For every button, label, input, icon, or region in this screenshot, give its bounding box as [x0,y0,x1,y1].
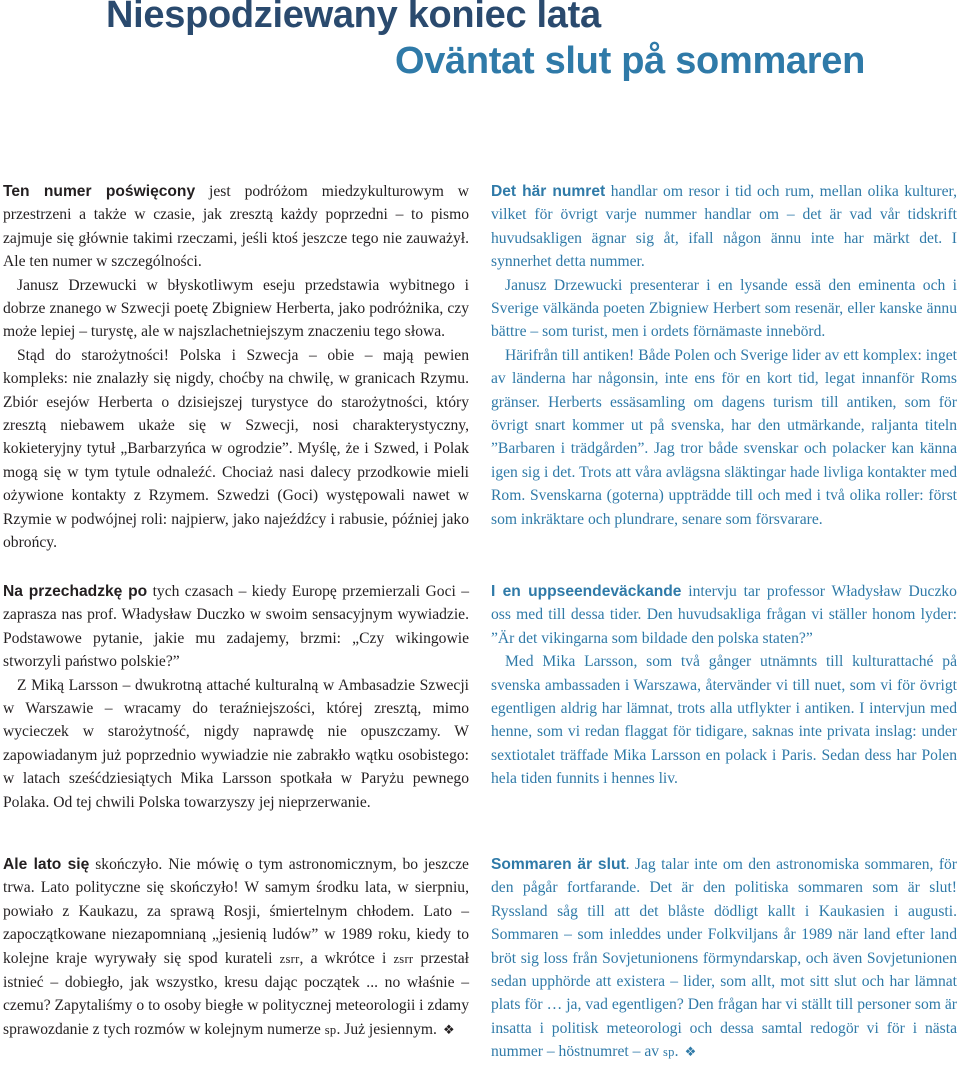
swedish-section-1 [491,180,957,531]
paragraph-text: . Jag talar inte om den astronomiska sommaren, för den pågår fortfarande. Det är den politiska sommaren som är slut! Ryssland såg till att det blåste dödligt kallt i Kaukasien i augusti. Sommaren – som inleddes under Folkviljans år 1989 när land efter land bröt sig loss från Sovjetunionens förmyndarskap, och även Sovjetunionen sedan upphörde att existera – lider, som allt, mot sitt slut och har lämnat plats för … ja, vad egentligen? Den frågan har vi ställt till personer som är insatta i politisk meteorologi och dessa samtal redogör vi för i nästa nummer – höstnumret – av [491,856,957,1061]
polish-section-2 [3,580,469,814]
swedish-section-3 [491,853,957,1065]
title-swedish: Oväntat slut på sommaren [394,40,865,82]
paragraph-text: , a wkrótce i [299,949,394,967]
lead-in: Ten numer poświęcony [3,183,196,200]
paragraph: Stąd do starożytności! Polska i Szwecja – obie – mają pewien kompleks: nie znalazły się nigdy, choćby na chwilę, w granicach Rzymu. Zbiór esejów Herberta o dzisiejszej turystyce do starożytności, który zresztą niebawem ukaże się w Szwecji, nosi charakterystyczny, kokieteryjny tytuł „Barbarzyńca w ogrodzie”. Myślę, że i Szwed, i Polak mogą się w tym tytule odnaleźć. Chociaż nasi dalecy przodkowie mieli ożywione kontakty z Rzymem. Szwedzi (Goci) występowali nawet w Rzymie w podwójnej roli: najpierw, jako najeźdźcy i rabusie, później jako obrońcy. [3,346,469,552]
paragraph-text: skończyło. Nie mówię o tym astronomicznym, bo jeszcze trwa. Lato polityczne się skończyło! W samym środku lata, w sierpniu, powiało z Kaukazu, za sprawą Rosji, śmiertelnym chłodem. Lato – zapoczątkowane niezapomnianą „jesienią ludów” w 1989 roku, kiedy to kolejne kraje wyrywały się spod kurateli [3,856,469,967]
paragraph-text: jest podróżom miedzykulturowym w przestrzeni a także w czasie, jak zresztą każdy poprzedni – to pismo zajmuje się głównie takimi rzeczami, jeśli ktoś jeszcze tego nie zauważył. Ale ten numer w szczególności. [3,183,469,271]
paragraph-text: tych czasach – kiedy Europę przemierzali Goci – zaprasza nas prof. Władysław Duczko w swoim sensacyjnym wywiadzie. Podstawowe pytanie, jakie mu zadajemy, brzmi: „Czy wikingowie stworzyli państwo polskie?” [3,583,469,671]
paragraph-text: przestał istnieć – dobiegło, jak wszystko, kresu dając początek ... no właśnie – czemu? Zapytaliśmy o to osoby biegłe w politycznej meteorologii i zdamy sprawozdanie z tych rozmów w kolejnym numerze [3,949,470,1038]
paragraph: Med Mika Larsson, som två gånger utnämnts till kulturattaché på svenska ambassaden i Warszawa, återvänder vi till nuet, som vi för övrigt egentligen aldrig har lämnat, trots alla utflykter i antiken. I intervjun med henne, som vi redan flaggat för tidigare, saknas inte privata inslag: under sextiotalet träffade Mika Larsson en polack i Paris. Sedan dess har Polen hela tiden funnits i hennes liv. [491,653,957,788]
paragraph [3,853,469,1042]
paragraph [3,180,469,274]
lead-in: Ale lato się [3,856,90,873]
end-mark-icon: ❖ [442,1022,455,1038]
abbreviation: zsrr [279,951,300,966]
title-polish: Niespodziewany koniec lata [106,0,601,36]
paragraph: Janusz Drzewucki w błyskotliwym eseju przedstawia wybitnego i dobrze znanego w Szwecji poetę Zbigniew Herberta, jako podróżnika, czy może lepiej – turystę, ale w najszlachetniejszym znaczeniu tego słowa. [3,276,469,341]
paragraph-text: intervju tar professor Władysław Duczko oss med till dessa tider. Den huvudsakliga frågan vi ställer honom lyder: ”Är det vikingarna som bildade den polska staten?” [491,583,957,647]
paragraph: Z Miką Larsson – dwukrotną attaché kulturalną w Ambasadzie Szwecji w Warszawie – wracamy do teraźniejszości, której zresztą, mimo wycieczek w starożytność, nigdy naprawdę nie opuszczamy. W zapowiadanym już poprzednio wywiadzie nie zabrakło wątku osobistego: w latach sześćdziesiątych Mika Larsson spotkała w Paryżu pewnego Polaka. Od tej chwili Polska towarzyszy jej nieprzerwanie. [3,676,469,811]
abbreviation: sp [662,1045,675,1060]
lead-in: I en uppseendeväckande [491,583,682,600]
polish-section-1 [3,180,469,555]
paragraph: Janusz Drzewucki presenterar i en lysande essä den eminenta och i Sverige välkända poeten Zbigniew Herbert som resenär, eller kanske ännu bättre – som turist, men i ordets förnämaste innebörd. [491,276,957,341]
lead-in: Det här numret [491,183,606,200]
paragraph [491,180,957,274]
abbreviation: sp [324,1022,337,1037]
paragraph [3,580,469,674]
lead-in: Na przechadzkę po [3,583,148,600]
paragraph: Härifrån till antiken! Både Polen och Sverige lider av ett komplex: inget av länderna har någonsin, inte ens för en kort tid, legat innanför Roms gränser. Herberts essäsamling om dagens turism till antiken, som för övrigt snart kommer ut på svenska, har den utmärkande, raljanta titeln ”Barbaren i trädgården”. Jag tror både svenskar och polacker kan känna igen sig i det. Trots att våra avlägsna släktingar hade livliga kontakter med Rom. Svenskarna (goterna) uppträdde till och med i två olika roller: först som inkräktare och plundrare, senare som försvarare. [491,346,957,528]
end-mark-icon: ❖ [684,1045,697,1061]
abbreviation: zsrr [393,951,414,966]
paragraph [491,853,957,1065]
polish-section-3 [3,853,469,1042]
paragraph-text: . [674,1043,679,1061]
lead-in: Sommaren är slut [491,856,626,873]
paragraph-text: handlar om resor i tid och rum, mellan olika kulturer, vilket för övrigt varje nummer handlar om – det är vad vår tidskrift huvudsakligen ägnar sig åt, ifall någon ännu inte har märkt det. I synnerhet detta nummer. [491,183,957,271]
swedish-section-2 [491,580,957,791]
paragraph [491,580,957,650]
paragraph-text: . Już jesiennym. [336,1020,437,1038]
